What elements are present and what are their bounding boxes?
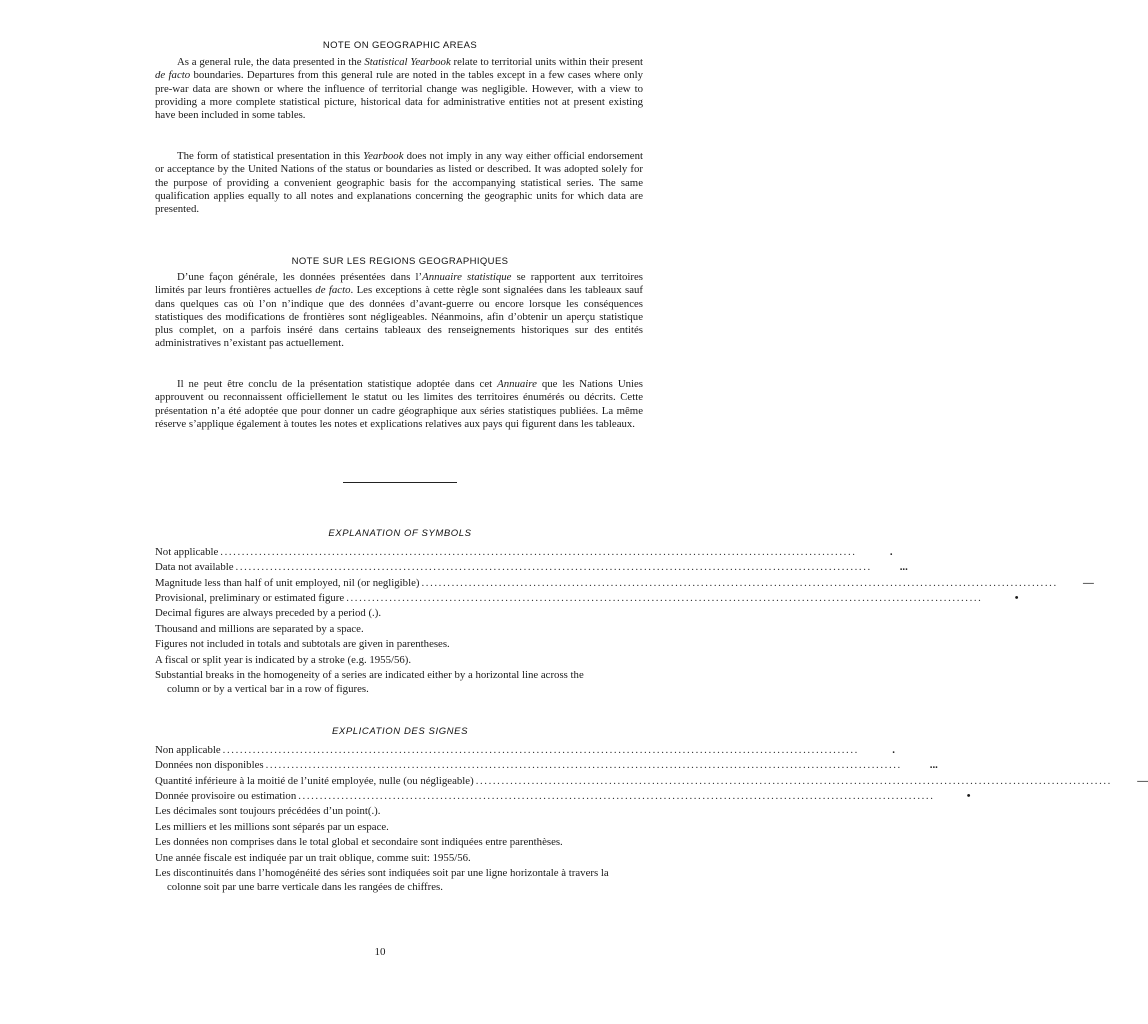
note-fr-title: NOTE SUR LES REGIONS GEOGRAPHIQUES — [291, 256, 509, 267]
symbol-row — [155, 543, 893, 559]
symbol-label: Magnitude less than half of unit employed, nil (or negligible) — [155, 576, 420, 589]
dot-leader: .................................................................................................................................................... — [235, 561, 872, 574]
page-number: 10 — [374, 946, 386, 958]
symbol-note: Les discontinuités dans l’homogénéité des séries sont indiquées soit par une ligne horizontale à travers la colonne soit par une barre verticale dans les rangées de chiffres. — [155, 867, 609, 893]
note-en-p1-text-a: As a general rule, the data presented in the — [177, 56, 365, 68]
symbol-label: Données non disponibles — [155, 759, 264, 772]
symbol-mark: — — [1082, 576, 1094, 589]
dot-leader: .................................................................................................................................................... — [265, 759, 902, 772]
dot-leader: .................................................................................................................................................... — [421, 576, 1058, 589]
symbol-row — [155, 772, 1148, 788]
symbol-row — [155, 788, 971, 804]
symbol-row — [155, 574, 1094, 590]
symbol-label: Donnée provisoire ou estimation — [155, 790, 297, 803]
note-fr-p1-text-c: se rapportent aux territoires limités par leurs frontières actuelles — [155, 271, 644, 297]
note-en-p1-italic-b: Statistical Yearbook — [364, 56, 451, 68]
symbol-mark: . — [889, 545, 893, 558]
note-fr-p1-text-e: . Les exceptions à cette règle sont signalées dans les tableaux sauf dans quelques cas où l’on n’indique que des données d’avant-guerre ou encore lorsque les conséquences statistiques des modifications de frontières sont négligeables. Néanmoins, afin d’obtenir un aperçu statistique plus complet, on a parfois inséré dans certains tableaux des renseignements historiques sur des entités administratives n’existant pas actuellement. — [155, 284, 643, 350]
note-fr-paragraph-2 — [155, 378, 643, 431]
symbol-row — [155, 559, 908, 575]
symbol-label: Provisional, preliminary or estimated figure — [155, 592, 345, 605]
note-en-title: NOTE ON GEOGRAPHIC AREAS — [322, 40, 478, 51]
symbol-note: A fiscal or split year is indicated by a stroke (e.g. 1955/56). — [155, 653, 412, 666]
note-en-paragraph-2 — [155, 150, 643, 216]
symbol-mark: • — [966, 790, 971, 803]
note-fr-p2-text-a: Il ne peut être conclu de la présentation statistique adoptée dans cet — [177, 378, 498, 390]
dot-leader: .................................................................................................................................................... — [220, 545, 857, 558]
symbols-en-title: EXPLANATION OF SYMBOLS — [328, 528, 472, 539]
symbol-note: Les milliers et les millions sont séparés par un espace. — [155, 820, 389, 833]
symbols-en-notes — [155, 607, 610, 698]
symbol-note: Une année fiscale est indiquée par un trait oblique, comme suit: 1955/56. — [155, 851, 471, 864]
note-fr-p2-text-c: que les Nations Unies approuvent ou reconnaissent officiellement le statut ou les limites des territoires énumérés ou décrits. Cette présentation n’a été adoptée que pour donner un cadre géographique aux séries statistiques publiées. La même réserve s’applique également à toutes les notes et explications relatives aux pays qui figurent dans les tableaux. — [155, 378, 644, 430]
symbol-label: Non applicable — [155, 743, 221, 756]
note-en-p2-text-c: does not imply in any way either official endorsement or acceptance by the United Nations of the status or boundaries as listed or described. It was adopted solely for the purpose of providing a convenient geographic basis for the accompanying statistical series. The same qualification applies equally to all notes and explanations concerning the geographic units for which data are presented. — [155, 150, 643, 216]
symbol-row — [155, 741, 895, 757]
symbols-fr-list — [155, 741, 1148, 803]
note-en-p1-italic-d: de facto — [155, 69, 191, 82]
symbol-mark: — — [1137, 774, 1148, 787]
dot-leader: .................................................................................................................................................... — [475, 774, 1112, 787]
dot-leader: .................................................................................................................................................... — [346, 592, 983, 605]
section-divider — [343, 482, 457, 483]
symbol-row — [155, 590, 1019, 606]
note-fr-paragraph-1 — [155, 271, 643, 351]
symbol-label: Not applicable — [155, 545, 219, 558]
symbol-mark: . — [892, 743, 895, 756]
note-en-p1-text-e: boundaries. Departures from this general rule are noted in the tables except in a few cases where only pre-war data are shown or where the influence of territorial change was negligible. However, with a view to providing a more complete statistical picture, historical data for administrative entities not at present existing have been included in some tables. — [155, 69, 643, 122]
note-en-p2-text-a: The form of statistical presentation in this — [177, 150, 364, 162]
symbols-fr-title: EXPLICATION DES SIGNES — [331, 726, 469, 737]
note-fr-p1-italic-d: de facto — [315, 284, 351, 297]
symbol-note: Les données non comprises dans le total global et secondaire sont indiquées entre parenthèses. — [155, 836, 563, 849]
symbol-note: Thousand and millions are separated by a space. — [155, 622, 364, 635]
note-en-paragraph-1 — [155, 56, 643, 122]
symbol-mark: ... — [929, 759, 938, 772]
dot-leader: .................................................................................................................................................... — [222, 743, 859, 756]
note-en-p1-text-c: relate to territorial units within their present — [450, 56, 644, 68]
note-fr-p1-text-a: D’une façon générale, les données présentées dans l’ — [177, 271, 423, 283]
symbol-note: Decimal figures are always preceded by a period (.). — [155, 607, 382, 619]
symbols-fr-notes — [155, 805, 610, 896]
symbol-label: Data not available — [155, 561, 234, 574]
symbol-mark: ... — [899, 561, 908, 574]
note-fr-p2-italic-b: Annuaire — [497, 378, 537, 390]
note-fr-p1-italic-b: Annuaire statistique — [422, 271, 512, 283]
dot-leader: .................................................................................................................................................... — [298, 790, 935, 803]
note-en-p2-italic-b: Yearbook — [363, 150, 404, 162]
symbols-en-list — [155, 543, 1094, 605]
symbol-note: Les décimales sont toujours précédées d’un point(.). — [155, 805, 381, 817]
symbol-row — [155, 757, 938, 773]
symbol-label: Quantité inférieure à la moitié de l’unité employée, nulle (ou négligeable) — [155, 774, 474, 787]
symbol-note: Substantial breaks in the homogeneity of a series are indicated either by a horizontal line across the column or by a vertical bar in a row of figures. — [155, 669, 584, 695]
symbol-note: Figures not included in totals and subtotals are given in parentheses. — [155, 638, 450, 651]
symbol-mark: • — [1014, 592, 1019, 605]
